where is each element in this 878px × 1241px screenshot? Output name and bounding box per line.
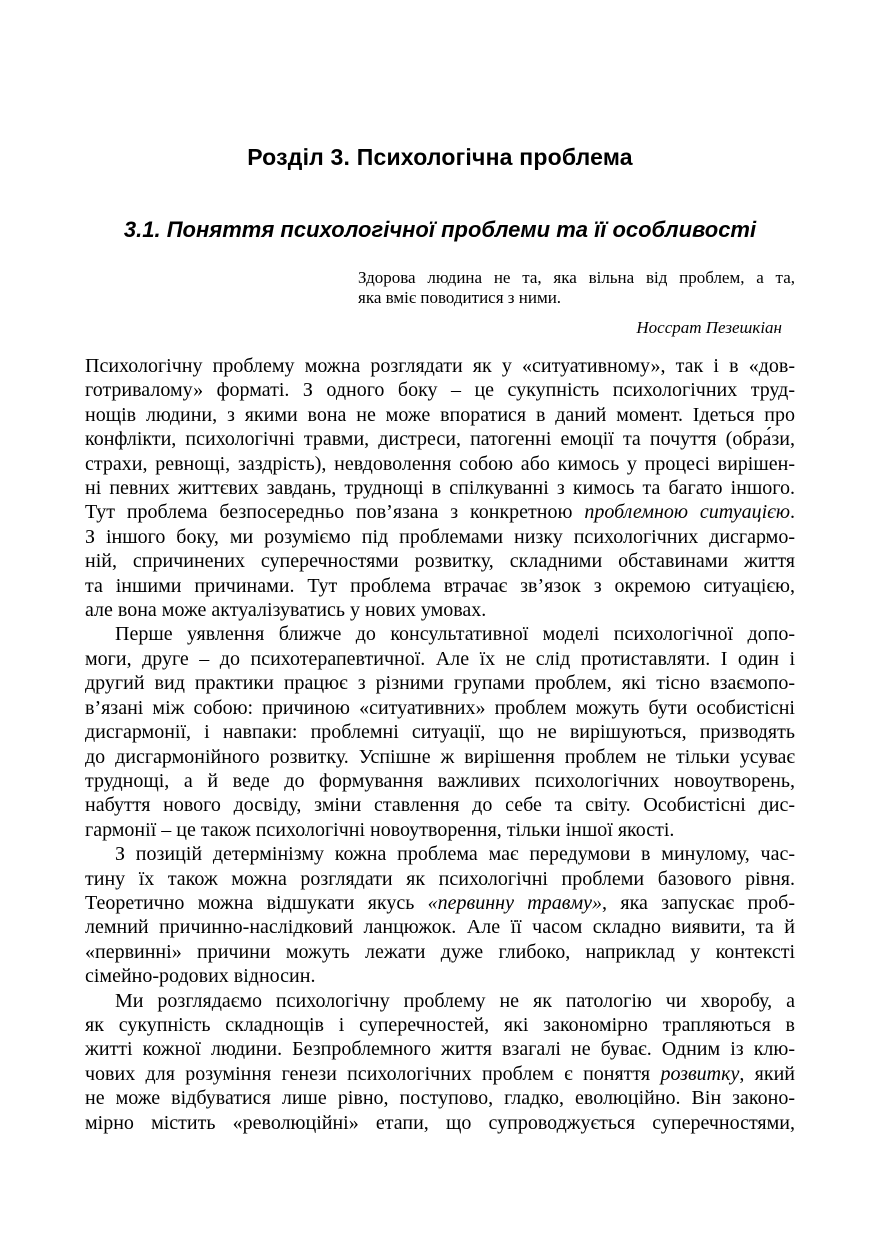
text-run: ній, спричинених суперечностями розвитку, складними обставинами життя <box>85 550 795 573</box>
text-line <box>85 574 795 598</box>
text-line <box>85 964 795 988</box>
text-run: та іншими причинами. Тут проблема втрачає зв’язок з окремою ситуацією, <box>85 574 795 597</box>
text-line <box>85 793 795 817</box>
body-text <box>85 354 795 1135</box>
text-line <box>85 769 795 793</box>
paragraph <box>85 989 795 1135</box>
text-line <box>85 1013 795 1037</box>
text-line <box>85 745 795 769</box>
text-run: труднощі, а й веде до формування важливих психологічних новоутворень, <box>85 769 795 792</box>
text-line <box>85 403 795 427</box>
text-line <box>85 452 795 476</box>
text-line <box>85 476 795 500</box>
text-run: готривалому» форматі. З одного боку – це сукупність психологічних труд- <box>85 379 795 402</box>
text-run: Ми розглядаємо психологічну проблему не як патологію чи хворобу, а <box>115 989 795 1012</box>
text-run: , який <box>739 1062 795 1085</box>
text-run: конфлікти, психологічні травми, дистреси, патогенні емоції та почуття (обра́зи, <box>85 428 795 451</box>
text-line <box>85 500 795 524</box>
paragraph <box>85 842 795 988</box>
text-run: , яка запускає проб- <box>602 891 795 914</box>
text-run: житті кожної людини. Безпроблемного життя взагалі не буває. Одним із клю- <box>85 1038 795 1061</box>
section-title: 3.1. Поняття психологічної проблеми та її особливості <box>123 217 757 242</box>
text-run: набуття нового досвіду, зміни ставлення до себе та світу. Особистісні дис- <box>85 794 795 817</box>
text-run: ні певних життєвих завдань, труднощі в спілкуванні з кимось та багато іншого. <box>85 477 795 500</box>
text-run: мірно містить «революційні» етапи, що супроводжується суперечностями, <box>85 1111 795 1134</box>
text-line <box>85 671 795 695</box>
text-run: гармонії – це також психологічні новоутворення, тільки іншої якості. <box>85 818 675 841</box>
text-line <box>85 427 795 451</box>
text-line <box>85 842 795 866</box>
text-line <box>85 940 795 964</box>
text-run: З іншого боку, ми розуміємо під проблемами низку психологічних дисгармо- <box>85 525 795 548</box>
text-line <box>85 1062 795 1086</box>
text-line <box>85 549 795 573</box>
text-run: Тут проблема безпосередньо пов’язана з конкретною <box>85 501 585 524</box>
epigraph <box>85 268 795 338</box>
text-line <box>85 598 795 622</box>
text-line <box>85 525 795 549</box>
epigraph-line: яка вміє поводитися з ними. <box>358 288 562 307</box>
epigraph-line: Здорова людина не та, яка вільна від проблем, а та, <box>358 268 795 287</box>
italic-text-run: розвитку <box>660 1062 740 1085</box>
text-line <box>85 720 795 744</box>
text-line <box>85 378 795 402</box>
text-line <box>85 354 795 378</box>
text-run: дисгармонії, і навпаки: проблемні ситуації, що не вирішуються, призводять <box>85 721 795 744</box>
text-line <box>85 867 795 891</box>
text-line <box>85 1111 795 1135</box>
text-run: другий вид практики працює з різними групами проблем, які тісно взаємопо- <box>85 672 795 695</box>
epigraph-text <box>358 268 795 308</box>
text-run: нощів людини, з якими вона не може впоратися в даний момент. Ідеться про <box>85 403 795 426</box>
text-line <box>85 989 795 1013</box>
italic-text-run: «первинну травму» <box>427 891 603 914</box>
text-line <box>85 696 795 720</box>
text-run: Перше уявлення ближче до консультативної моделі психологічної допо- <box>115 623 795 646</box>
text-run: не може відбуватися лише рівно, поступово, гладко, еволюційно. Він законо- <box>85 1087 795 1110</box>
chapter-title: Розділ 3. Психологічна проблема <box>247 144 633 170</box>
text-line <box>85 622 795 646</box>
text-run: лемний причинно-наслідковий ланцюжок. Але її часом складно виявити, та й <box>85 916 795 939</box>
text-run: тину їх також можна розглядати як психологічні проблеми базового рівня. <box>85 867 795 890</box>
text-line <box>85 1086 795 1110</box>
paragraph <box>85 622 795 842</box>
text-line <box>85 647 795 671</box>
text-run: страхи, ревнощі, заздрість), невдоволення собою або кимось у процесі вирішен- <box>85 452 795 475</box>
italic-text-run: проблемною ситуацією <box>584 501 790 524</box>
text-line <box>85 915 795 939</box>
text-run: в’язані між собою: причиною «ситуативних» проблем можуть бути особистісні <box>85 696 795 719</box>
text-run: до дисгармонійного розвитку. Успішне ж вирішення проблем не тільки усуває <box>85 745 795 768</box>
text-line <box>85 891 795 915</box>
text-run: . <box>790 501 795 524</box>
text-run: чових для розуміння генези психологічних проблем є поняття <box>85 1062 661 1085</box>
epigraph-author: Носсрат Пезешкіан <box>636 318 782 337</box>
text-run: але вона може актуалізуватись у нових умовах. <box>85 599 487 622</box>
text-line <box>85 1037 795 1061</box>
text-run: моги, друге – до психотерапевтичної. Але їх не слід протиставляти. І один і <box>85 647 795 670</box>
text-run: сімейно-родових відносин. <box>85 965 316 988</box>
text-run: З позицій детермінізму кожна проблема має передумови в минулому, час- <box>115 843 795 866</box>
text-line <box>85 818 795 842</box>
text-run: Теоретично можна відшукати якусь <box>85 891 428 914</box>
text-run: як сукупність складнощів і суперечностей, які закономірно трапляються в <box>85 1013 795 1036</box>
text-run: «первинні» причини можуть лежати дуже глибоко, наприклад у контексті <box>85 940 795 963</box>
paragraph <box>85 354 795 622</box>
text-run: Психологічну проблему можна розглядати як у «ситуативному», так і в «дов- <box>85 355 795 377</box>
